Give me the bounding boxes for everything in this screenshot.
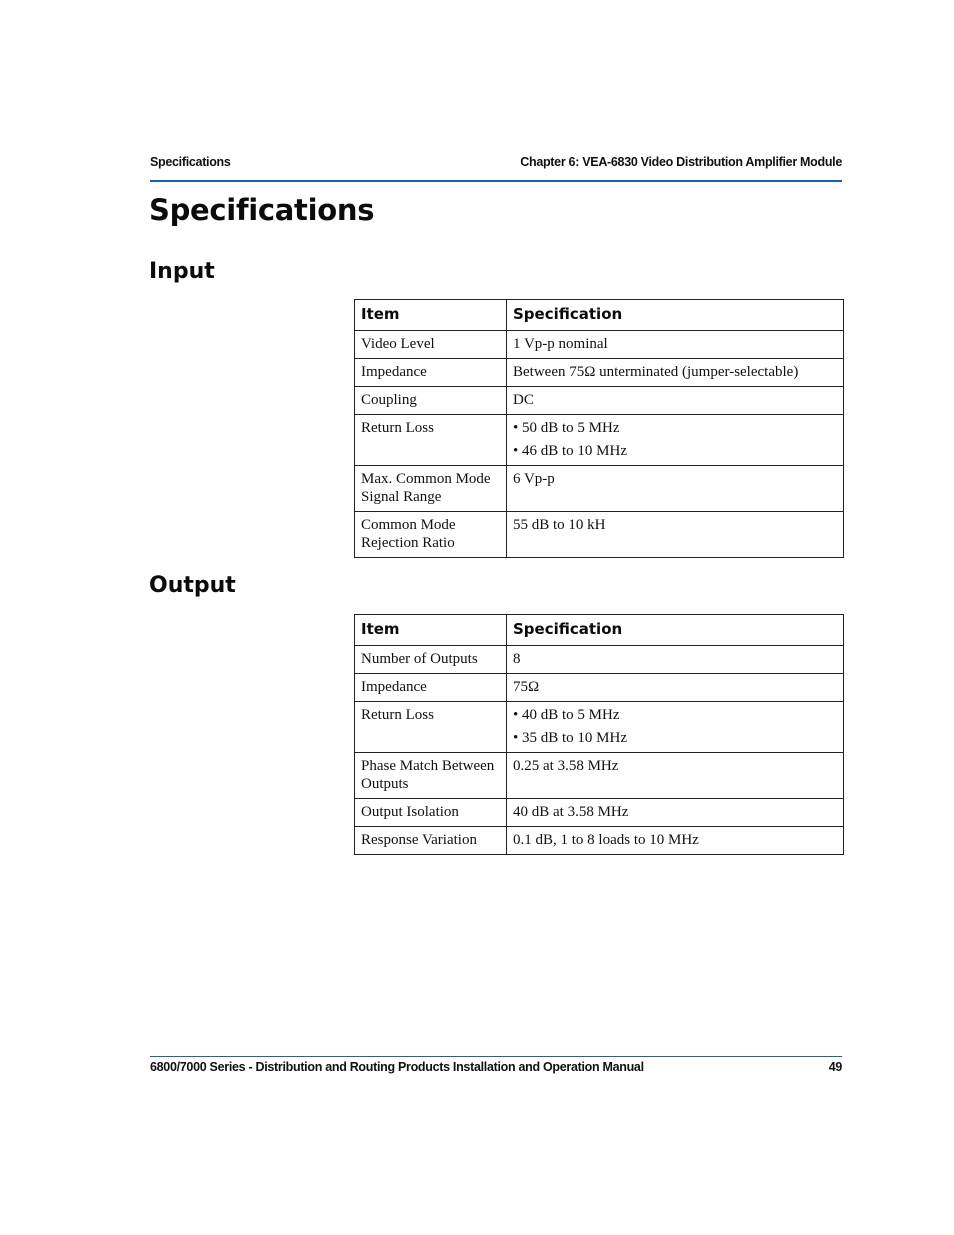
specification-value: • 50 dB to 5 MHz [513, 420, 620, 436]
item-cell: Return Loss [355, 415, 507, 466]
specification-cell [507, 331, 844, 359]
item-cell: Output Isolation [355, 799, 507, 827]
header-section-label: Specifications [150, 155, 231, 169]
item-cell: Phase Match Between Outputs [355, 753, 507, 799]
item-cell: Return Loss [355, 702, 507, 753]
table-row [355, 674, 844, 702]
table-row [355, 387, 844, 415]
table-row [355, 466, 844, 512]
footer-divider [150, 1056, 842, 1057]
specification-value: • 46 dB to 10 MHz [513, 443, 628, 459]
item-cell: Coupling [355, 387, 507, 415]
table-row [355, 359, 844, 387]
header-divider [150, 180, 842, 182]
page-title: Specifications [149, 193, 375, 227]
specification-value: 40 dB at 3.58 MHz [513, 804, 629, 820]
item-cell: Common Mode Rejection Ratio [355, 512, 507, 558]
input-section-title: Input [149, 259, 215, 284]
specification-cell [507, 753, 844, 799]
table-header-row [355, 615, 844, 646]
table-row [355, 799, 844, 827]
output-spec-table [354, 614, 844, 855]
specification-cell [507, 646, 844, 674]
output-table-body [355, 646, 844, 855]
input-table-body [355, 331, 844, 558]
input-spec-table [354, 299, 844, 558]
table-row [355, 753, 844, 799]
specification-cell [507, 466, 844, 512]
column-header-specification: Specification [507, 300, 844, 331]
specification-value: 6 Vp-p [513, 471, 555, 487]
specification-value: DC [513, 392, 534, 408]
table-row [355, 512, 844, 558]
specification-cell [507, 387, 844, 415]
header-chapter-label: Chapter 6: VEA-6830 Video Distribution Amplifier Module [520, 155, 842, 169]
specification-value: • 35 dB to 10 MHz [513, 730, 628, 746]
table-header-row [355, 300, 844, 331]
specification-cell [507, 702, 844, 753]
table-row [355, 702, 844, 753]
item-cell: Impedance [355, 359, 507, 387]
column-header-item: Item [355, 300, 507, 331]
specification-value: 55 dB to 10 kH [513, 517, 606, 533]
specification-value: 0.25 at 3.58 MHz [513, 758, 619, 774]
item-cell: Max. Common Mode Signal Range [355, 466, 507, 512]
column-header-specification: Specification [507, 615, 844, 646]
output-section-title: Output [149, 573, 236, 598]
specification-cell [507, 415, 844, 466]
specification-value: • 40 dB to 5 MHz [513, 707, 620, 723]
table-row [355, 331, 844, 359]
item-cell: Impedance [355, 674, 507, 702]
column-header-item: Item [355, 615, 507, 646]
specification-cell [507, 359, 844, 387]
specification-value: 1 Vp-p nominal [513, 336, 608, 352]
table-row [355, 827, 844, 855]
running-header [150, 155, 842, 169]
specification-value: 8 [513, 651, 521, 667]
item-cell: Video Level [355, 331, 507, 359]
footer-manual-title: 6800/7000 Series - Distribution and Routing Products Installation and Operation Manual [150, 1060, 644, 1074]
specification-value: Between 75Ω unterminated (jumper-selectable) [513, 364, 799, 380]
specification-cell [507, 827, 844, 855]
page-number: 49 [828, 1060, 842, 1074]
table-row [355, 415, 844, 466]
running-footer [150, 1060, 842, 1074]
item-cell: Number of Outputs [355, 646, 507, 674]
specification-cell [507, 799, 844, 827]
specification-cell [507, 512, 844, 558]
specification-value: 75Ω [513, 679, 540, 695]
specification-cell [507, 674, 844, 702]
table-row [355, 646, 844, 674]
specification-value: 0.1 dB, 1 to 8 loads to 10 MHz [513, 832, 699, 848]
item-cell: Response Variation [355, 827, 507, 855]
